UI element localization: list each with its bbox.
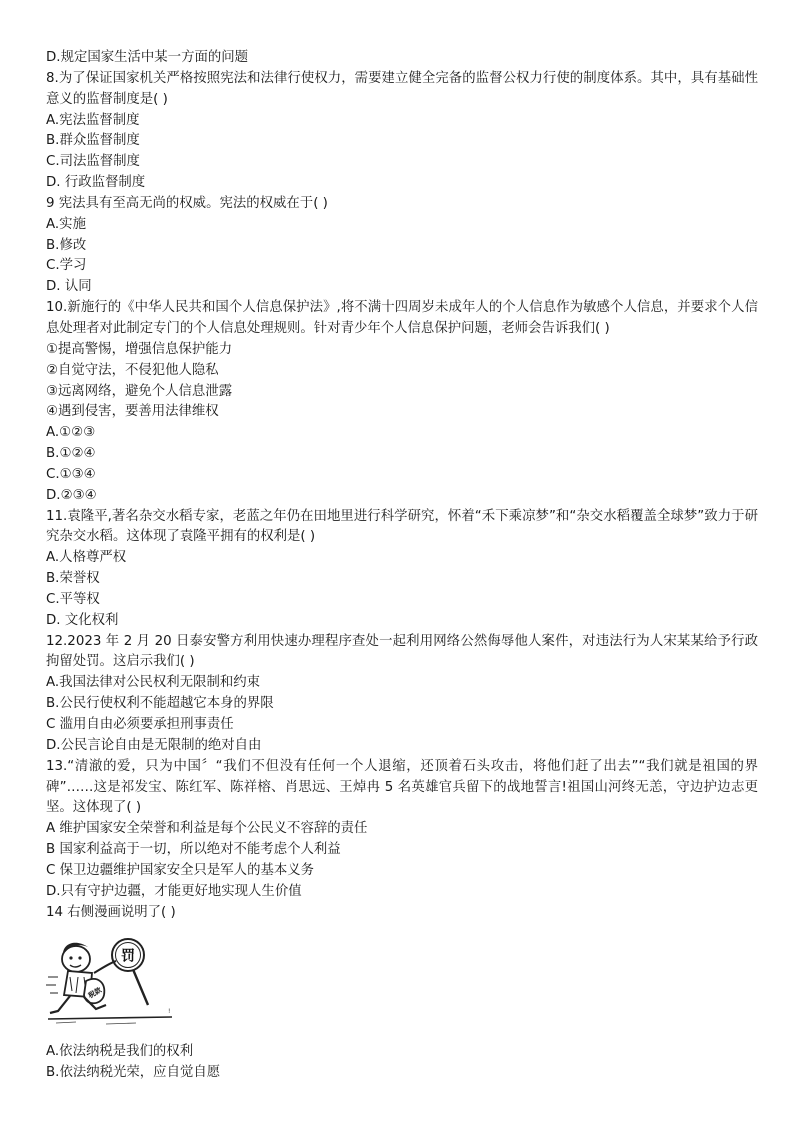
option-c: C.学习 (46, 258, 87, 274)
option-c: C 保卫边疆维护国家安全只是军人的基本义务 (46, 862, 315, 878)
question-12-stem: 12.2023 年 2 月 20 日泰安警方利用快速办理程序查处一起利用网络公然侮辱他人案件，对违法行为人宋某某给予行政拘留处罚。这启示我们( ) (46, 633, 758, 670)
option-d: D. 认同 (46, 279, 92, 295)
question-11 (46, 507, 758, 632)
option-d-carryover: D.规定国家生活中某一方面的问题 (46, 50, 249, 65)
option-d: D. 行政监督制度 (46, 175, 146, 191)
option-a: A 维护国家安全荣誉和利益是每个公民义不容辞的责任 (46, 821, 368, 837)
option-b: B.修改 (46, 237, 87, 253)
statement-3: ③远离网络，避免个人信息泄露 (46, 383, 233, 399)
svg-text:!: ! (168, 1008, 171, 1016)
question-11-stem: 11.袁隆平,著名杂交水稻专家，老蓝之年仍在田地里进行科学研究，怀着“禾下乘凉梦”和“杂交水稻覆盖全球梦”致力于研究杂交水稻。这体现了袁隆平拥有的权利是( ) (46, 508, 758, 545)
option-a: A.①②③ (46, 425, 96, 441)
option-a: A.人格尊严权 (46, 550, 127, 566)
option-a: A.实施 (46, 216, 86, 232)
option-c: C.司法监督制度 (46, 154, 140, 170)
option-b: B.依法纳税光荣，应自觉自愿 (46, 1065, 221, 1081)
option-a: A.宪法监督制度 (46, 112, 140, 128)
question-8-stem: 8.为了保证国家机关严格按照宪法和法律行使权力，需要建立健全完备的监督公权力行使的制度体系。其中，具有基础性意义的监督制度是( ) (46, 70, 758, 107)
question-10-stem: 10.新施行的《中华人民共和国个人信息保护法》,将不满十四周岁未成年人的个人信息作为敏感个人信息，并要求个人信息处理者对此制定专门的个人信息处理规则。针对青少年个人信息保护问题，老师会告诉我们( ) (46, 300, 758, 336)
question-12 (46, 632, 758, 757)
option-c: C 滥用自由必须要承担刑事责任 (46, 717, 234, 732)
question-14 (46, 903, 758, 1085)
option-d: D.只有守护边疆，才能更好地实现人生价值 (46, 883, 302, 899)
option-b: B.①②④ (46, 446, 96, 462)
option-a: A.我国法律对公民权利无限制和约束 (46, 675, 261, 691)
statement-1: ①提高警惕，增强信息保护能力 (46, 341, 233, 357)
option-c: C.平等权 (46, 591, 100, 607)
question-14-stem: 14 右侧漫画说明了( ) (46, 904, 176, 920)
bag-text: 税款 (86, 986, 104, 1001)
question-13-stem: 13.“清澈的爱，只为中国〞“我们不但没有任何一个人退缩，还顶着石头攻击，将他们赶了出去”“我们就是祖国的界碑”……这是祁发宝、陈红军、陈祥榕、肖思远、王焯冉 5 名英雄官兵留下的战地誓言!祖国山河终无恙，守边护边志更坚。这体现了( ) (46, 758, 758, 816)
question-10 (46, 298, 758, 506)
sign-text: 罚 (121, 948, 135, 965)
option-d: D.②③④ (46, 487, 97, 503)
question-8 (46, 69, 758, 194)
statement-2: ②自觉守法，不侵犯他人隐私 (46, 362, 219, 378)
cartoon-area (46, 923, 758, 1042)
question-9-stem: 9 宪法具有至高无尚的权威。宪法的权威在于( ) (46, 195, 328, 211)
option-b: B.公民行使权利不能超越它本身的界限 (46, 696, 274, 712)
question-9 (46, 194, 758, 298)
option-d: D.公民言论自由是无限制的绝对自由 (46, 737, 262, 753)
option-c: C.①③④ (46, 466, 96, 482)
question-13 (46, 757, 758, 903)
option-a: A.依法纳税是我们的权利 (46, 1044, 194, 1060)
option-b: B.群众监督制度 (46, 133, 140, 149)
tax-cartoon-image (46, 933, 176, 1031)
option-d: D. 文化权利 (46, 612, 119, 628)
option-b: B 国家利益高于一切，所以绝对不能考虑个人利益 (46, 842, 341, 858)
statement-4: ④遇到侵害，要善用法律维权 (46, 404, 219, 420)
option-b: B.荣誉权 (46, 571, 100, 587)
exam-page (46, 48, 758, 1084)
